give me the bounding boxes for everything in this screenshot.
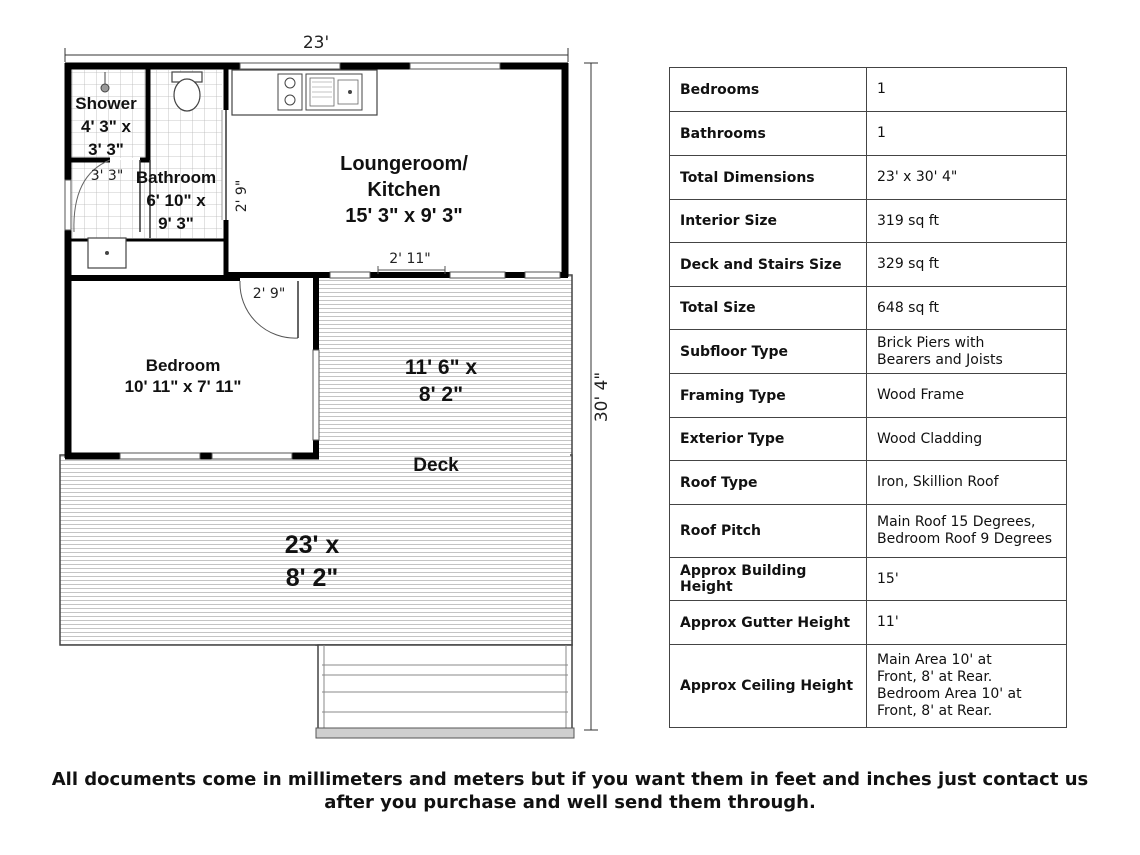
spec-value: Wood Frame [867, 374, 1067, 418]
spec-value: 319 sq ft [867, 200, 1067, 243]
lounge-kitchen-label [340, 153, 468, 227]
bathroom-dim-1: 6' 10" x [146, 191, 206, 210]
lounge-name-1: Loungeroom/ [340, 153, 468, 175]
overall-width-label: 23' [302, 33, 330, 53]
spec-label: Total Size [670, 287, 867, 330]
spec-row [670, 461, 1067, 505]
spec-label: Approx Building Height [670, 558, 867, 601]
kitchen-sink-icon [306, 74, 362, 110]
shower-dim-1: 4' 3" x [81, 117, 131, 136]
spec-value: 11' [867, 601, 1067, 645]
spec-row [670, 330, 1067, 374]
spec-row [670, 112, 1067, 156]
bedroom-label [125, 356, 242, 396]
shower-dim-2: 3' 3" [88, 140, 124, 159]
spec-label: Framing Type [670, 374, 867, 418]
spec-value: 15' [867, 558, 1067, 601]
footer-note [40, 768, 1100, 814]
spec-row [670, 200, 1067, 243]
bathroom-door-width: 2' 9" [234, 179, 250, 213]
specifications-table [669, 67, 1067, 728]
spec-value: Main Area 10' at Front, 8' at Rear. Bedroom Area 10' at Front, 8' at Rear. [867, 645, 1067, 728]
spec-row [670, 418, 1067, 461]
bathroom-door [222, 110, 226, 220]
front-door-width: 2' 11" [389, 251, 431, 267]
bedroom-name: Bedroom [145, 356, 221, 375]
spec-value: 23' x 30' 4" [867, 156, 1067, 200]
kitchen-bench [232, 70, 377, 115]
deck-upper-dim-2: 8' 2" [418, 383, 464, 406]
overall-depth-dimension [584, 63, 612, 730]
spec-label: Total Dimensions [670, 156, 867, 200]
footer-line-1: All documents come in millimeters and meters but if you want them in feet and inches just contact us [51, 769, 1089, 790]
deck-name: Deck [413, 455, 459, 476]
spec-label: Roof Type [670, 461, 867, 505]
bedroom-door-width: 2' 9" [252, 286, 286, 302]
spec-value: Iron, Skillion Roof [867, 461, 1067, 505]
spec-value: 1 [867, 68, 1067, 112]
spec-label: Roof Pitch [670, 505, 867, 558]
floor-plan [0, 0, 640, 760]
spec-row [670, 558, 1067, 601]
spec-label: Exterior Type [670, 418, 867, 461]
deck-upper-dim-1: 11' 6" x [404, 356, 478, 379]
bedroom-dim: 10' 11" x 7' 11" [124, 377, 242, 396]
spec-row [670, 645, 1067, 728]
spec-value: Wood Cladding [867, 418, 1067, 461]
bathroom-sink-icon [88, 238, 126, 268]
spec-value: Main Roof 15 Degrees, Bedroom Roof 9 Degrees [867, 505, 1067, 558]
spec-label: Deck and Stairs Size [670, 243, 867, 287]
spec-row [670, 243, 1067, 287]
spec-row [670, 68, 1067, 112]
toilet-icon [172, 72, 202, 111]
stairs [316, 645, 574, 738]
spec-label: Subfloor Type [670, 330, 867, 374]
spec-row [670, 156, 1067, 200]
spec-label: Approx Ceiling Height [670, 645, 867, 728]
spec-row [670, 374, 1067, 418]
spec-label: Approx Gutter Height [670, 601, 867, 645]
spec-label: Bedrooms [670, 68, 867, 112]
overall-width-dimension [65, 33, 568, 62]
bathroom-dim-2: 9' 3" [158, 214, 194, 233]
shower-door-width: 3' 3" [90, 168, 124, 184]
spec-value: 648 sq ft [867, 287, 1067, 330]
shower-name: Shower [75, 94, 137, 113]
footer-line-2: after you purchase and well send them through. [324, 792, 816, 813]
spec-value: Brick Piers with Bearers and Joists [867, 330, 1067, 374]
lounge-name-2: Kitchen [367, 179, 441, 201]
spec-label: Bathrooms [670, 112, 867, 156]
spec-label: Interior Size [670, 200, 867, 243]
overall-depth-label: 30' 4" [592, 371, 612, 423]
bathroom-name: Bathroom [135, 168, 217, 187]
deck-lower-dim-2: 8' 2" [285, 564, 339, 592]
spec-value: 1 [867, 112, 1067, 156]
spec-value: 329 sq ft [867, 243, 1067, 287]
lounge-dim: 15' 3" x 9' 3" [345, 205, 463, 227]
deck-lower-dim-1: 23' x [284, 531, 340, 559]
cooktop-icon [278, 74, 302, 110]
spec-row [670, 287, 1067, 330]
spec-row [670, 505, 1067, 558]
spec-row [670, 601, 1067, 645]
